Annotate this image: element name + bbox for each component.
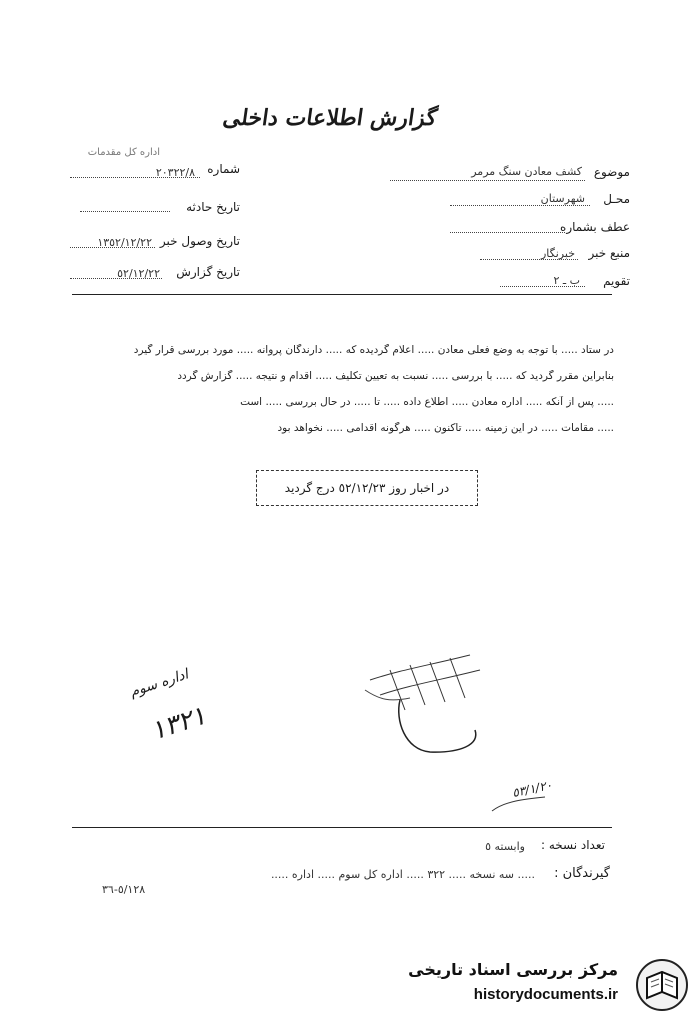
signature-date: ٥٣/١/٢٠ bbox=[510, 777, 554, 801]
copies-value: وابسته ٥ bbox=[485, 840, 525, 853]
field-label: تاریخ حادثه bbox=[186, 200, 240, 214]
dotted-line bbox=[70, 278, 162, 279]
dotted-line bbox=[70, 247, 155, 248]
field-location bbox=[390, 190, 630, 210]
stamp-text: در اخبار روز ٥٢/١٢/٢٣ درج گردید bbox=[284, 481, 450, 495]
watermark-name: مرکز بررسی اسناد تاریخی bbox=[408, 960, 618, 979]
field-received-date bbox=[70, 232, 240, 252]
watermark bbox=[405, 958, 690, 1013]
dotted-line bbox=[70, 177, 200, 178]
recipients-value: ..... سه نسخه ..... ٣٢٢ ..... اداره کل سوم ..... اداره ..... bbox=[270, 868, 535, 881]
footer-divider bbox=[72, 827, 612, 828]
body-line: ..... مقامات ..... در این زمینه ..... تاکنون ..... هرگونه اقدامی ..... نخواهد بود bbox=[277, 422, 614, 434]
field-label: شماره bbox=[207, 162, 240, 176]
field-value: ١٣٥٢/١٢/٢٢ bbox=[97, 236, 152, 249]
date-flourish bbox=[490, 795, 550, 815]
signature-scribble bbox=[350, 640, 530, 760]
department-note: اداره کل مقدمات bbox=[87, 147, 160, 158]
dotted-line bbox=[450, 205, 590, 206]
field-label: عطف بشماره bbox=[560, 220, 630, 234]
document-title: گزارش اطلاعات داخلی bbox=[221, 105, 439, 131]
field-value: خبرنگار bbox=[541, 247, 575, 260]
field-incident-date bbox=[70, 198, 240, 218]
field-value: شهرستان bbox=[540, 192, 585, 205]
field-number bbox=[70, 160, 240, 180]
field-reference bbox=[390, 218, 630, 238]
header-divider bbox=[72, 294, 612, 295]
handwritten-number: ١٣٢١ bbox=[147, 700, 210, 747]
field-report-date bbox=[70, 263, 240, 283]
dotted-line bbox=[80, 211, 170, 212]
field-label: منبع خبر bbox=[588, 246, 630, 260]
recipients-label: گیرندگان : bbox=[554, 866, 610, 881]
dotted-line bbox=[480, 259, 578, 260]
copies-label: تعداد نسخه : bbox=[540, 838, 605, 852]
field-source bbox=[390, 244, 630, 264]
book-logo-icon bbox=[635, 958, 690, 1013]
field-value: کشف معادن سنگ مرمر bbox=[471, 165, 582, 178]
publication-stamp bbox=[256, 470, 478, 506]
field-label: تاریخ گزارش bbox=[176, 265, 240, 279]
field-label: موضوع bbox=[593, 165, 630, 179]
field-value: ب ـ ٢ bbox=[553, 274, 580, 287]
form-code: ٥/١٢٨-٣٦ bbox=[102, 883, 146, 896]
field-label: تقویم bbox=[603, 274, 630, 288]
field-value: ٥٢/١٢/٢٢ bbox=[117, 267, 160, 280]
field-label: تاریخ وصول خبر bbox=[159, 234, 240, 248]
handwritten-note: اداره سوم bbox=[128, 666, 191, 701]
field-calendar bbox=[390, 272, 630, 292]
watermark-url: historydocuments.ir bbox=[473, 986, 618, 1003]
field-value: ٢٠٣٢٢/٨ bbox=[155, 166, 195, 179]
body-line: در ستاد ..... با توجه به وضع فعلی معادن ..... اعلام گردیده که ..... دارندگان پروانه ..... مورد بررسی قرار گیرد bbox=[133, 344, 614, 356]
dotted-line bbox=[500, 286, 585, 287]
body-line: ..... پس از آنکه ..... اداره معادن ..... اطلاع داده ..... تا ..... در حال بررسی ..... است bbox=[240, 396, 614, 408]
field-subject bbox=[390, 162, 630, 184]
body-line: بنابراین مقرر گردید که ..... با بررسی ..... نسبت به تعیین تکلیف ..... اقدام و نتیجه ..... گزارش گردد bbox=[177, 370, 614, 382]
field-label: محـل bbox=[603, 192, 630, 206]
dotted-line bbox=[390, 180, 585, 181]
dotted-line bbox=[450, 232, 565, 233]
